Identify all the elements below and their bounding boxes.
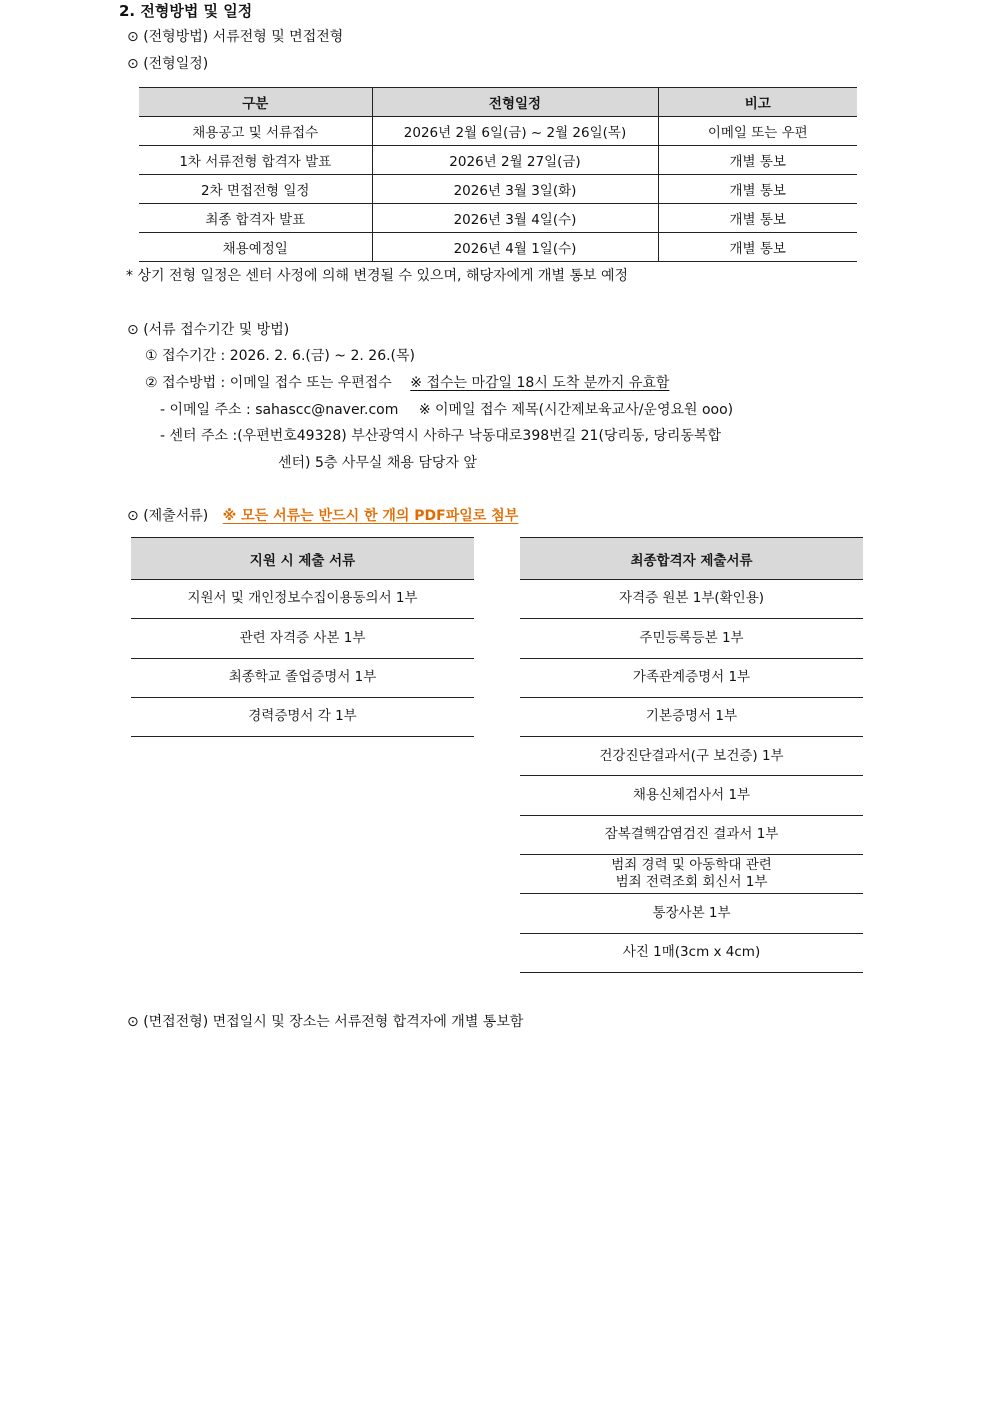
- table-row: [139, 146, 857, 175]
- application-label: ⊙ (서류 접수기간 및 방법): [127, 322, 290, 338]
- table-cell: 최종 합격자 발표: [139, 204, 372, 233]
- list-item: 건강진단결과서(구 보건증) 1부: [520, 737, 863, 776]
- method-note: ※ 접수는 마감일 18시 도착 분까지 유효함: [410, 375, 670, 391]
- list-item: 기본증명서 1부: [520, 698, 863, 737]
- table-cell: 2차 면접전형 일정: [139, 175, 372, 204]
- list-item: 지원서 및 개인정보수집이용동의서 1부: [131, 580, 474, 619]
- table-cell: 2026년 2월 6일(금) ~ 2월 26일(목): [372, 117, 658, 146]
- address-line-2: 센터) 5층 사무실 채용 담당자 앞: [278, 455, 477, 471]
- documents-label: ⊙ (제출서류) ※ 모든 서류는 반드시 한 개의 PDF파일로 첨부: [127, 508, 519, 524]
- schedule-note: * 상기 전형 일정은 센터 사정에 의해 변경될 수 있으며, 해당자에게 개별 통보 예정: [126, 268, 629, 284]
- table-cell: 이메일 또는 우편: [658, 117, 857, 146]
- final-documents-table: [520, 537, 863, 973]
- table-row: [139, 117, 857, 146]
- table-cell: 채용공고 및 서류접수: [139, 117, 372, 146]
- documents-note: ※ 모든 서류는 반드시 한 개의 PDF파일로 첨부: [222, 508, 519, 524]
- schedule-header-row: [139, 88, 857, 117]
- email-line: - 이메일 주소 : sahascc@naver.com ※ 이메일 접수 제목(시간제보육교사/운영요원 ooo): [160, 402, 734, 418]
- list-item: 경력증명서 각 1부: [131, 698, 474, 737]
- address-line-1: - 센터 주소 :(우편번호49328) 부산광역시 사하구 낙동대로398번길 21(당리동, 당리동복합: [160, 428, 721, 444]
- application-period: ① 접수기간 : 2026. 2. 6.(금) ~ 2. 26.(목): [145, 348, 416, 364]
- table-cell: 개별 통보: [658, 175, 857, 204]
- schedule-header-category: 구분: [139, 88, 372, 117]
- list-item: 관련 자격증 사본 1부: [131, 619, 474, 658]
- list-item: 통장사본 1부: [520, 894, 863, 933]
- section-title: 2. 전형방법 및 일정: [119, 2, 253, 20]
- bullet-icon: ⊙: [127, 1014, 139, 1030]
- list-item: 범죄 경력 및 아동학대 관련 범죄 전력조회 회신서 1부: [520, 855, 863, 894]
- schedule-header-note: 비고: [658, 88, 857, 117]
- applicant-documents-table: [131, 537, 474, 737]
- schedule-header-date: 전형일정: [372, 88, 658, 117]
- table-row: [139, 233, 857, 262]
- table-cell: 채용예정일: [139, 233, 372, 262]
- table-row: [139, 204, 857, 233]
- table-cell: 2026년 2월 27일(금): [372, 146, 658, 175]
- list-item: 최종학교 졸업증명서 1부: [131, 659, 474, 698]
- bullet-icon: ⊙: [127, 322, 139, 338]
- table-cell: 개별 통보: [658, 233, 857, 262]
- table-cell: 개별 통보: [658, 204, 857, 233]
- final-documents-header: 최종합격자 제출서류: [520, 537, 863, 580]
- bullet-icon: ⊙: [127, 508, 139, 524]
- list-item: 자격증 원본 1부(확인용): [520, 580, 863, 619]
- list-item: 주민등록등본 1부: [520, 619, 863, 658]
- list-item: 채용신체검사서 1부: [520, 776, 863, 815]
- table-cell: 2026년 3월 4일(수): [372, 204, 658, 233]
- applicant-documents-header: 지원 시 제출 서류: [131, 537, 474, 580]
- bullet-icon: ⊙: [127, 29, 139, 45]
- table-row: [139, 175, 857, 204]
- list-item: 잠복결핵감염검진 결과서 1부: [520, 816, 863, 855]
- schedule-table: [139, 87, 857, 262]
- table-cell: 1차 서류전형 합격자 발표: [139, 146, 372, 175]
- list-item: 가족관계증명서 1부: [520, 659, 863, 698]
- table-cell: 2026년 3월 3일(화): [372, 175, 658, 204]
- email-subject: ※ 이메일 접수 제목(시간제보육교사/운영요원 ooo): [418, 402, 734, 418]
- table-cell: 개별 통보: [658, 146, 857, 175]
- interview-line: ⊙ (면접전형) 면접일시 및 장소는 서류전형 합격자에 개별 통보함: [127, 1014, 524, 1030]
- list-item: 사진 1매(3cm x 4cm): [520, 934, 863, 973]
- schedule-label: ⊙ (전형일정): [127, 56, 209, 72]
- bullet-icon: ⊙: [127, 56, 139, 72]
- method-line: ⊙ (전형방법) 서류전형 및 면접전형: [127, 29, 344, 45]
- table-cell: 2026년 4월 1일(수): [372, 233, 658, 262]
- application-method: ② 접수방법 : 이메일 접수 또는 우편접수 ※ 접수는 마감일 18시 도착 분까지 유효함: [145, 375, 670, 391]
